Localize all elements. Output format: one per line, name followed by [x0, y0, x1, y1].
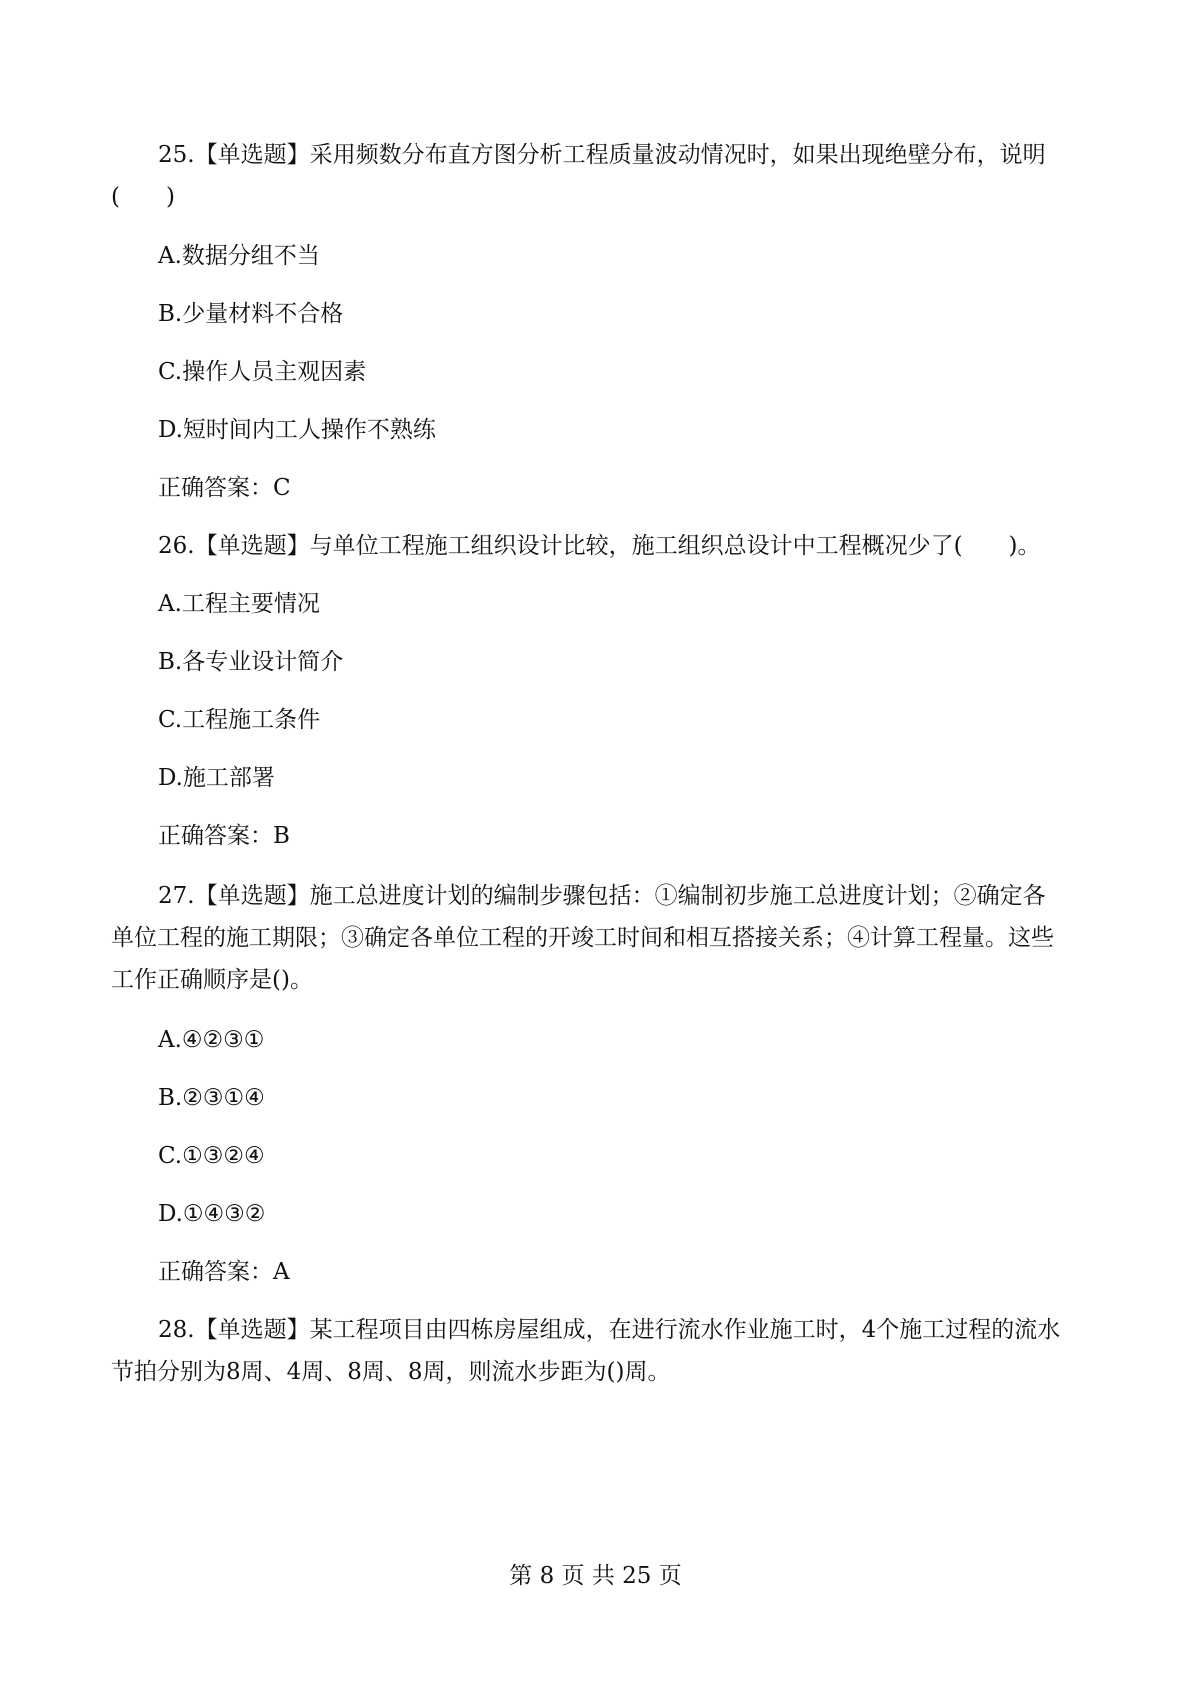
- question-stem-line: 27.【单选题】施工总进度计划的编制步骤包括：①编制初步施工总进度计划；②确定各: [158, 883, 1046, 909]
- option-b: B.少量材料不合格: [158, 301, 344, 327]
- option-b: B.②③①④: [158, 1085, 265, 1111]
- question-stem-line: 节拍分别为8周、4周、8周、8周，则流水步距为()周。: [111, 1359, 671, 1385]
- option-d: D.施工部署: [158, 765, 275, 791]
- option-c: C.工程施工条件: [158, 707, 321, 733]
- option-d: D.短时间内工人操作不熟练: [158, 417, 436, 443]
- correct-answer: 正确答案：A: [158, 1259, 290, 1285]
- question-stem-line: 25.【单选题】采用频数分布直方图分析工程质量波动情况时，如果出现绝壁分布，说明: [158, 142, 1046, 168]
- option-b: B.各专业设计简介: [158, 649, 344, 675]
- question-stem-line: 工作正确顺序是()。: [111, 967, 313, 993]
- question-stem-line: 单位工程的施工期限；③确定各单位工程的开竣工时间和相互搭接关系；④计算工程量。这些: [111, 925, 1054, 951]
- option-d: D.①④③②: [158, 1201, 266, 1227]
- option-a: A.工程主要情况: [158, 591, 320, 617]
- correct-answer: 正确答案：C: [158, 475, 291, 501]
- question-stem-line: ( ): [111, 184, 175, 210]
- option-a: A.④②③①: [158, 1027, 265, 1053]
- page-footer: 第 8 页 共 25 页: [509, 1563, 682, 1589]
- option-c: C.操作人员主观因素: [158, 359, 367, 385]
- option-c: C.①③②④: [158, 1143, 265, 1169]
- question-stem-line: 26.【单选题】与单位工程施工组织设计比较，施工组织总设计中工程概况少了( )。: [158, 533, 1041, 559]
- option-a: A.数据分组不当: [158, 243, 320, 269]
- correct-answer: 正确答案：B: [158, 823, 290, 849]
- question-stem-line: 28.【单选题】某工程项目由四栋房屋组成，在进行流水作业施工时，4个施工过程的流水: [158, 1317, 1061, 1343]
